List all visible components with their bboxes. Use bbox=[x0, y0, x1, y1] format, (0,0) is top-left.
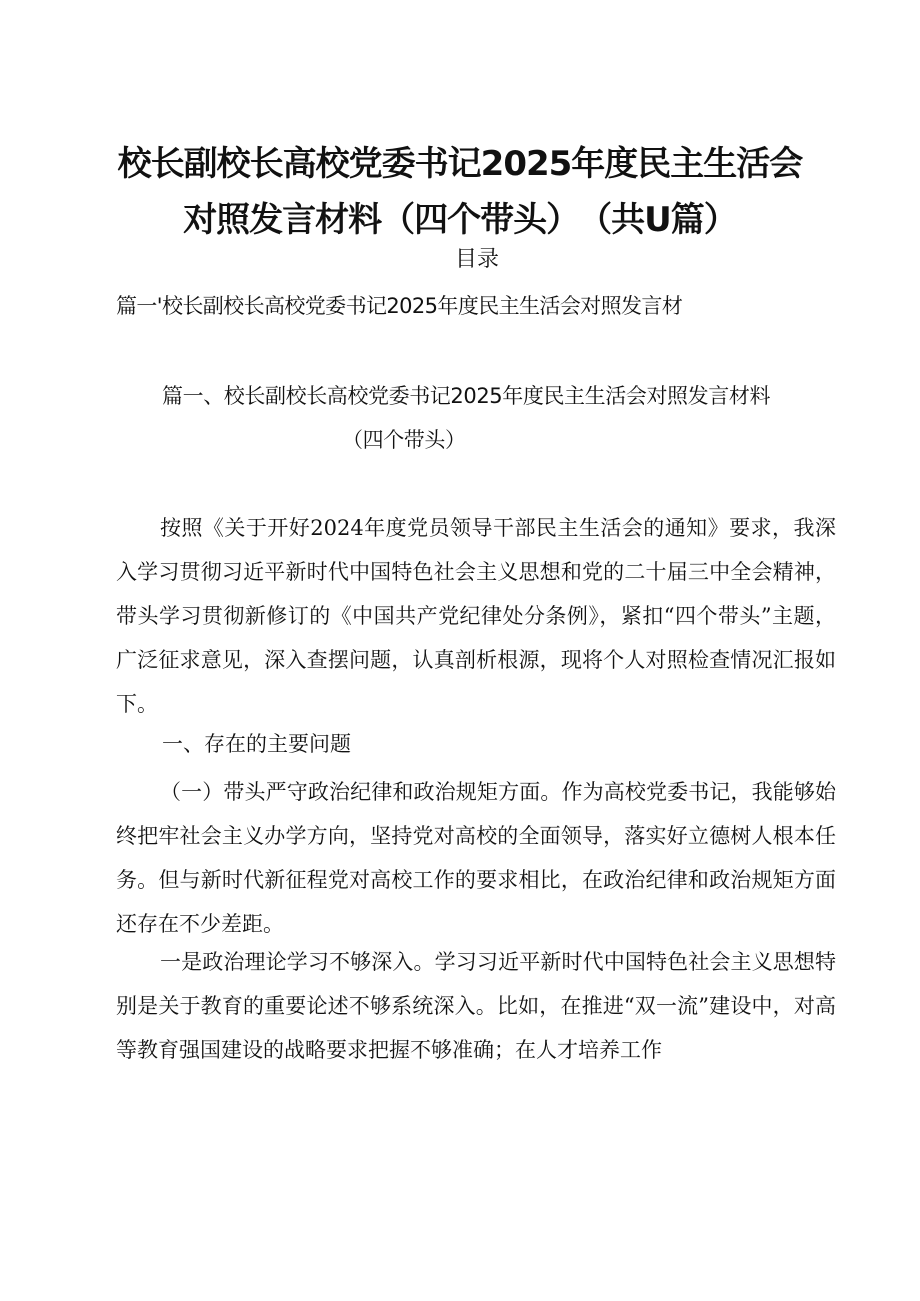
body-paragraph-intro: 按照《关于开好2024年度党员领导干部民主生活会的通知》要求，我深入学习贯彻习近平新时代中国特色社会主义思想和党的二十届三中全会精神，带头学习贯彻新修订的《中国共产党纪律处分条例》，紧扣“四个带头”主题，广泛征求意见，深入查摆问题，认真剖析根源，现将个人对照检查情况汇报如下。 bbox=[116, 516, 836, 716]
document-title-line-1: 校长副校长高校党委书记2025年度民主生活会 bbox=[117, 144, 803, 184]
section-title-line-2: （四个带头） bbox=[342, 428, 466, 452]
body-paragraph-political-discipline: （一）带头严守政治纪律和政治规矩方面。作为高校党委书记，我能够始终把牢社会主义办学方向，坚持党对高校的全面领导，落实好立德树人根本任务。但与新时代新征程党对高校工作的要求相比，在政治纪律和政治规矩方面还存在不少差距。 bbox=[116, 780, 836, 936]
toc-entry: 篇一'校长副校长高校党委书记2025年度民主生活会对照发言材 bbox=[116, 294, 683, 318]
toc-heading: 目录 bbox=[455, 247, 500, 272]
document-title-line-2: 对照发言材料（四个带头） （共U篇） bbox=[183, 200, 737, 240]
body-paragraph-theory-study: 一是政治理论学习不够深入。学习习近平新时代中国特色社会主义思想特别是关于教育的重要论述不够系统深入。比如，在推进“双一流”建设中，对高等教育强国建设的战略要求把握不够准确；在人才培养工作 bbox=[116, 950, 836, 1062]
section-title-line-1: 篇一、校长副校长高校党委书记2025年度民主生活会对照发言材料 bbox=[162, 384, 771, 408]
section-heading-main-problems: 一、存在的主要问题 bbox=[162, 732, 351, 756]
